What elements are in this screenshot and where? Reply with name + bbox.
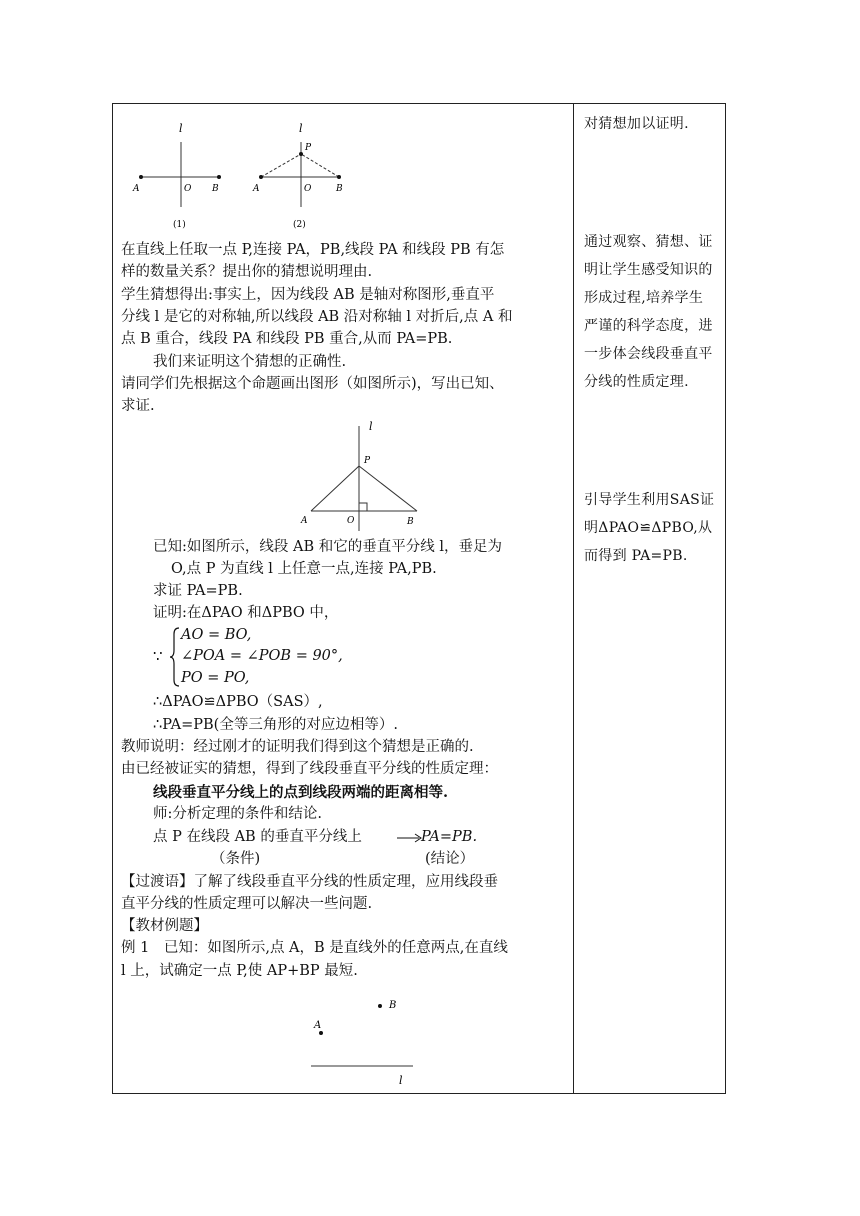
question-line-2: 样的数量关系？提出你的猜想说明理由.: [121, 264, 373, 280]
fig2-label-p: P: [305, 143, 312, 153]
fig2-label-l: l: [299, 122, 303, 135]
fig1-label-a: A: [133, 184, 140, 194]
fig4-label-a: A: [314, 1020, 322, 1031]
fig4-label-b: B: [389, 1000, 397, 1011]
theorem-statement: 线段垂直平分线上的点到线段两端的距离相等.: [153, 784, 449, 801]
example-line-1: 例 1 已知：如图所示,点 A，B 是直线外的任意两点,在直线: [121, 940, 508, 956]
conclusion-equal: ∴PA=PB(全等三角形的对应边相等）.: [153, 717, 398, 733]
condition-3: PO = PO,: [181, 670, 250, 686]
fig4-label-l: l: [399, 1074, 403, 1087]
fig3-label-b: B: [407, 517, 414, 527]
question-line-1: 在直线上任取一点 P,连接 PA，PB,线段 PA 和线段 PB 有怎: [121, 242, 505, 258]
conjecture-line-1: 学生猜想得出:事实上，因为线段 AB 是轴对称图形,垂直平: [121, 287, 495, 303]
condition-1: AO = BO,: [181, 627, 252, 643]
relation-condition: 点 P 在线段 AB 的垂直平分线上: [153, 829, 362, 845]
side-note-2-line-1: 通过观察、猜想、证: [584, 234, 713, 250]
brace-icon: [169, 626, 181, 688]
derive-theorem: 由已经被证实的猜想，得到了线段垂直平分线的性质定理：: [121, 761, 498, 777]
textbook-example-heading: 【教材例题】: [121, 918, 208, 934]
relation-conclusion: PA=PB.: [421, 829, 478, 845]
draw-instruction-line-1: 请同学们先根据这个命题画出图形（如图所示)，写出已知、: [121, 376, 504, 392]
condition-label: （条件): [211, 851, 261, 867]
transition-line-1: 【过渡语】了解了线段垂直平分线的性质定理，应用线段垂: [121, 874, 498, 890]
side-note-2-line-2: 明让学生感受知识的: [584, 262, 713, 278]
condition-2: ∠POA = ∠POB = 90°,: [181, 648, 343, 664]
figure-4: [303, 994, 423, 1089]
side-note-2-line-4: 严谨的科学态度，进: [584, 318, 713, 334]
because-symbol: ∵: [153, 647, 163, 665]
side-note-3-line-1: 引导学生利用SAS证: [584, 492, 715, 508]
fig2-caption: (2): [293, 220, 306, 230]
transition-line-2: 直平分线的性质定理可以解决一些问题.: [121, 896, 373, 912]
main-column: [113, 104, 573, 1093]
side-note-2-line-3: 形成过程,培养学生: [584, 290, 704, 306]
conclusion-label: (结论）: [425, 851, 475, 867]
fig3-label-l: l: [369, 420, 373, 433]
fig2-label-a: A: [253, 184, 260, 194]
side-note-3-line-3: 而得到 PA=PB.: [584, 548, 688, 564]
draw-instruction-line-2: 求证.: [121, 398, 155, 414]
arrow-right-icon: [397, 832, 423, 844]
conjecture-line-2: 分线 l 是它的对称轴,所以线段 AB 沿对称轴 l 对折后,点 A 和: [121, 309, 513, 325]
teacher-note: 教师说明：经过刚才的证明我们得到这个猜想是正确的.: [121, 739, 474, 755]
conjecture-line-3: 点 B 重合，线段 PA 和线段 PB 重合,从而 PA=PB.: [121, 331, 453, 347]
side-note-1: 对猜想加以证明.: [584, 116, 689, 132]
figure-2: [243, 112, 363, 232]
side-note-3-line-2: 明ΔPAO≌ΔPBO,从: [584, 520, 713, 536]
fig1-label-b: B: [212, 184, 219, 194]
conclusion-congruence: ∴ΔPAO≌ΔPBO（SAS）,: [153, 694, 323, 710]
fig2-label-b: B: [336, 184, 343, 194]
fig3-label-o: O: [347, 516, 355, 526]
fig1-caption: (1): [173, 220, 186, 230]
fig1-label-o: O: [184, 184, 192, 194]
side-note-2-line-5: 一步体会线段垂直平: [584, 346, 713, 362]
known-line-2: O,点 P 为直线 l 上任意一点,连接 PA,PB.: [171, 561, 437, 577]
fig3-label-a: A: [301, 516, 308, 526]
proof-intro: 证明:在ΔPAO 和ΔPBO 中，: [153, 605, 339, 621]
side-column: [574, 104, 726, 1093]
figure-3: [293, 416, 433, 531]
figure-1: [123, 112, 243, 232]
prove-statement: 求证 PA=PB.: [153, 583, 243, 599]
side-note-2-line-6: 分线的性质定理.: [584, 374, 689, 390]
lesson-table: [112, 103, 726, 1094]
known-line-1: 已知:如图所示，线段 AB 和它的垂直平分线 l，垂足为: [153, 539, 502, 555]
fig1-label-l: l: [179, 122, 183, 135]
fig3-label-p: P: [364, 456, 371, 466]
analyze-instruction: 师:分析定理的条件和结论.: [153, 806, 322, 822]
fig2-label-o: O: [304, 184, 312, 194]
prove-intro: 我们来证明这个猜想的正确性.: [153, 354, 347, 370]
example-line-2: l 上，试确定一点 P,使 AP+BP 最短.: [121, 963, 358, 979]
